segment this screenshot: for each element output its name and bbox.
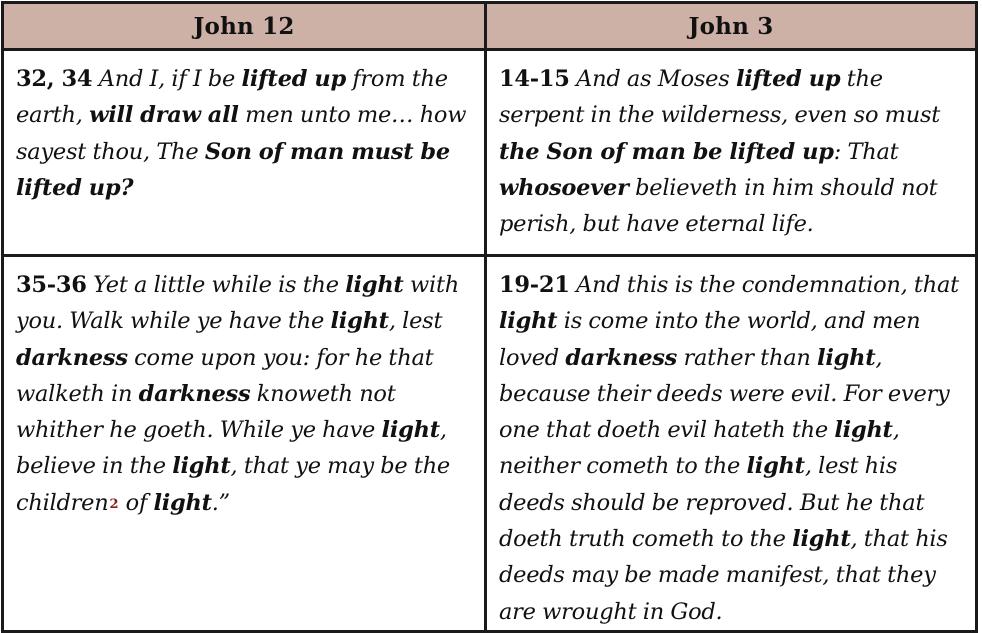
emphasized-text: light (153, 489, 212, 516)
verse-text: , lest (388, 308, 443, 335)
emphasized-text: whosoever (499, 174, 629, 201)
verse-text: , that ye may be the children (16, 453, 451, 516)
header-row (3, 3, 977, 50)
verse-text: men unto me… how sayest thou, The (16, 102, 467, 165)
emphasized-text: darkness (16, 344, 128, 371)
emphasized-text: light (345, 272, 404, 298)
table-row-light-darkness (3, 256, 977, 632)
verse-text: : That (833, 138, 899, 165)
emphasized-text: darkness (138, 380, 251, 407)
emphasized-text: will draw all (89, 102, 239, 129)
table-header (3, 3, 977, 50)
verse-text: knoweth not whither he goeth. While ye have (16, 380, 396, 444)
verse-text: .” (211, 489, 230, 516)
header-john-3: John 3 (486, 3, 977, 50)
verse-text: , neither cometh to the (499, 417, 900, 480)
verse-text: , believe in the (16, 417, 447, 480)
emphasized-text: Son of man must be lifted up? (16, 138, 450, 201)
verse-text: , because their deeds were evil. For every one that doeth evil hateth the (499, 344, 950, 444)
verse-reference: 14-15 (499, 66, 570, 92)
emphasized-text: darkness (565, 344, 678, 371)
emphasized-text: the Son of man be lifted up (499, 138, 834, 165)
emphasized-text: light (381, 417, 440, 444)
cell-john-3-verses-14-15 (486, 50, 977, 256)
verse-text: from the earth, (16, 66, 448, 129)
table-row-lifted-up (3, 50, 977, 256)
verse-text: come upon you: for he that walketh in (16, 344, 434, 407)
verse-text: And this is the condemnation, that (569, 272, 959, 298)
table-body (3, 50, 977, 632)
verse-text: And I, if I be (92, 66, 242, 92)
verse-reference: 35-36 (16, 272, 87, 298)
verse-text: the serpent in the wilderness, even so must (499, 66, 941, 129)
cell-john-3-verses-19-21 (486, 256, 977, 632)
verse-text: And as Moses (569, 66, 736, 92)
footnote-marker[interactable]: 2 (109, 496, 119, 512)
emphasized-text: light (172, 453, 231, 480)
verse-text: with you. Walk while ye have the (16, 272, 459, 335)
verse-text: , lest his deeds should be reproved. But he that doeth truth cometh to the (499, 453, 925, 553)
emphasized-text: light (792, 526, 851, 553)
emphasized-text: light (499, 308, 558, 335)
verse-text: is come into the world, and men loved (499, 308, 921, 371)
verse-text: , that his deeds may be made manifest, that they are wrought in God. (499, 526, 948, 625)
verse-reference: 19-21 (499, 272, 570, 298)
emphasized-text: light (834, 417, 893, 444)
verse-text: rather than (677, 344, 818, 371)
verse-text: of (119, 489, 154, 516)
verse-reference: 32, 34 (16, 66, 93, 92)
emphasized-text: light (330, 308, 389, 335)
emphasized-text: lifted up (241, 66, 346, 92)
emphasized-text: lifted up (735, 66, 841, 92)
header-john-12: John 12 (3, 3, 486, 50)
emphasized-text: light (746, 453, 805, 480)
emphasized-text: light (817, 344, 876, 371)
comparison-table (1, 1, 978, 633)
cell-john-12-verses-32-34 (3, 50, 486, 256)
verse-text: believeth in him should not perish, but have eternal life. (499, 174, 938, 238)
verse-text: Yet a little while is the (86, 272, 346, 298)
cell-john-12-verses-35-36 (3, 256, 486, 632)
